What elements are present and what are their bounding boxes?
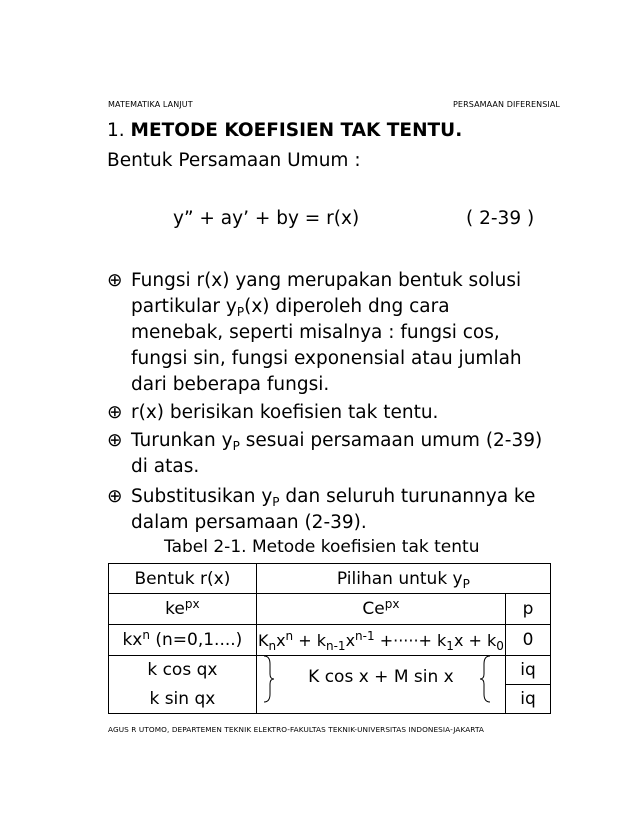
table-header-row	[109, 564, 551, 594]
bullet-1-line-2: partikular $y_P(x)$ diperoleh dng cara	[131, 296, 450, 319]
trig-choice: K cos x + M sin x	[308, 666, 454, 687]
equation: y” + ay’ + by = r(x)	[173, 208, 360, 229]
bullet-4-line-1: Substitusikan $y_P$ dan seluruh turunannya ke	[131, 486, 536, 509]
table-cell: $Ce^{px}$	[256, 594, 505, 625]
bullet-2-line-1: r(x) berisikan koefisien tak tentu.	[131, 402, 439, 423]
header-left: MATEMATIKA LANJUT	[108, 100, 193, 109]
table-header-cell: Bentuk r(x)	[109, 564, 257, 594]
right-brace-icon	[262, 654, 276, 704]
table-caption: Tabel 2-1. Metode koefisien tak tentu	[164, 537, 480, 557]
table-cell	[256, 656, 505, 714]
table-header-cell: Pilihan untuk $y_P$	[256, 564, 550, 594]
table-cell: p	[506, 594, 551, 625]
left-brace-icon	[478, 654, 492, 704]
circled-plus-icon: ⊕	[107, 270, 123, 291]
bullet-1-line-1: Fungsi r(x) yang merupakan bentuk solusi	[131, 270, 522, 291]
bullet-4-line-2: dalam persamaan (2-39).	[131, 512, 367, 533]
table-row	[109, 594, 551, 625]
table-row	[109, 625, 551, 656]
circled-plus-icon: ⊕	[107, 430, 123, 451]
bullet-3-line-1: Turunkan $y_P$ sesuai persamaan umum (2-39)	[131, 430, 543, 453]
bullet-3-line-2: di atas.	[131, 456, 200, 477]
footer: AGUS R UTOMO, DEPARTEMEN TEKNIK ELEKTRO-FAKULTAS TEKNIK-UNIVERSITAS INDONESIA-JAKARTA	[108, 725, 485, 734]
table-cell: iq	[506, 685, 551, 714]
bullet-1-line-4: fungsi sin, fungsi exponensial atau jumlah	[131, 348, 522, 369]
circled-plus-icon: ⊕	[107, 486, 123, 507]
table-cell: $ke^{px}$	[109, 594, 257, 625]
bullet-1-line-3: menebak, seperti misalnya : fungsi cos,	[131, 322, 500, 343]
table-cell: iq	[506, 656, 551, 685]
table-cell: k sin qx	[109, 685, 257, 714]
table-cell: 0	[506, 625, 551, 656]
section-title: METODE KOEFISIEN TAK TENTU.	[130, 120, 463, 141]
table-cell: $K_nx^n + k_{n-1}x^{n-1}$ +·····+ $k_1x + k_0$	[256, 625, 505, 656]
section-heading	[107, 118, 462, 144]
equation-number: ( 2-39 )	[466, 208, 535, 229]
section-subtitle: Bentuk Persamaan Umum :	[107, 150, 361, 171]
header-right: PERSAMAAN DIFERENSIAL	[453, 100, 560, 109]
bullet-1-line-5: dari beberapa fungsi.	[131, 374, 330, 395]
circled-plus-icon: ⊕	[107, 402, 123, 423]
table-cell: $kx^n$ (n=0,1....)	[109, 625, 257, 656]
section-number: 1.	[107, 120, 131, 141]
table-cell: k cos qx	[109, 656, 257, 685]
